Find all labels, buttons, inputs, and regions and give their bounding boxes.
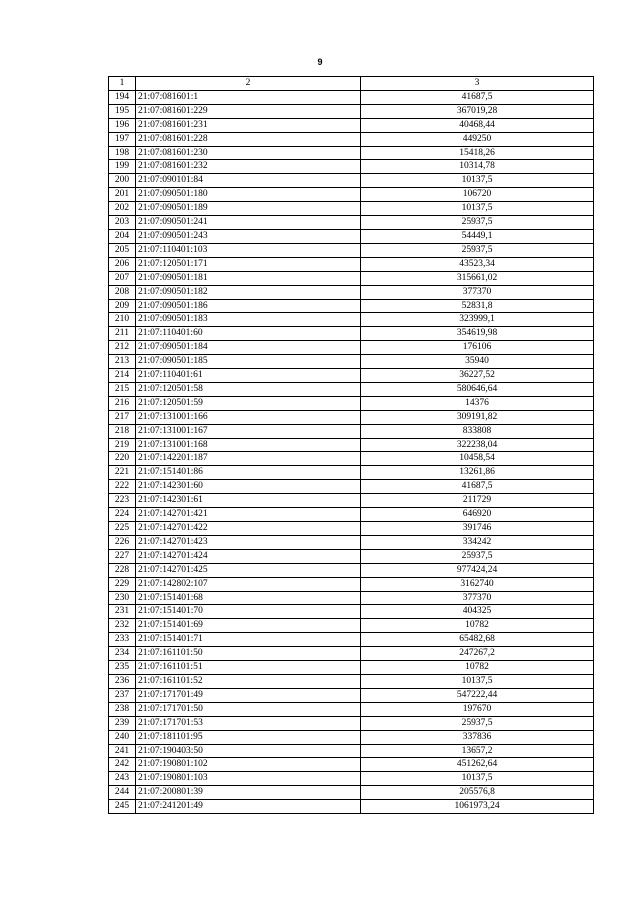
- row-number-cell: 198: [109, 146, 136, 160]
- table-row: [109, 313, 594, 327]
- cadastral-number-cell: 21:07:090501:180: [136, 188, 361, 202]
- table-row: [109, 146, 594, 160]
- cadastral-number-cell: 21:07:131001:168: [136, 438, 361, 452]
- row-number-cell: 224: [109, 508, 136, 522]
- cadastral-number-cell: 21:07:142701:422: [136, 522, 361, 536]
- row-number-cell: 244: [109, 786, 136, 800]
- value-cell: 10314,78: [361, 160, 594, 174]
- value-cell: 25937,5: [361, 216, 594, 230]
- value-cell: 404325: [361, 605, 594, 619]
- table-row: [109, 480, 594, 494]
- cadastral-number-cell: 21:07:081601:228: [136, 132, 361, 146]
- value-cell: 35940: [361, 355, 594, 369]
- value-cell: 176106: [361, 341, 594, 355]
- table-row: [109, 730, 594, 744]
- table-row: [109, 522, 594, 536]
- value-cell: 1061973,24: [361, 800, 594, 814]
- value-cell: 36227,52: [361, 369, 594, 383]
- row-number-cell: 239: [109, 716, 136, 730]
- cadastral-number-cell: 21:07:090501:186: [136, 299, 361, 313]
- value-cell: 41687,5: [361, 480, 594, 494]
- value-cell: 14376: [361, 396, 594, 410]
- table-header-row: [109, 77, 594, 91]
- cadastral-number-cell: 21:07:171701:53: [136, 716, 361, 730]
- value-cell: 315661,02: [361, 271, 594, 285]
- cadastral-number-cell: 21:07:142701:421: [136, 508, 361, 522]
- cadastral-number-cell: 21:07:090501:241: [136, 216, 361, 230]
- value-cell: 323999,1: [361, 313, 594, 327]
- cadastral-number-cell: 21:07:190403:50: [136, 744, 361, 758]
- cadastral-number-cell: 21:07:081601:1: [136, 90, 361, 104]
- value-cell: 52831,8: [361, 299, 594, 313]
- cadastral-number-cell: 21:07:081601:231: [136, 118, 361, 132]
- row-number-cell: 205: [109, 243, 136, 257]
- value-cell: 41687,5: [361, 90, 594, 104]
- table-row: [109, 494, 594, 508]
- table-row: [109, 355, 594, 369]
- table-row: [109, 535, 594, 549]
- value-cell: 65482,68: [361, 633, 594, 647]
- row-number-cell: 240: [109, 730, 136, 744]
- row-number-cell: 209: [109, 299, 136, 313]
- row-number-cell: 213: [109, 355, 136, 369]
- table-row: [109, 382, 594, 396]
- row-number-cell: 241: [109, 744, 136, 758]
- row-number-cell: 211: [109, 327, 136, 341]
- value-cell: 211729: [361, 494, 594, 508]
- cadastral-number-cell: 21:07:151401:71: [136, 633, 361, 647]
- value-cell: 10137,5: [361, 674, 594, 688]
- cadastral-number-cell: 21:07:241201:49: [136, 800, 361, 814]
- table-row: [109, 369, 594, 383]
- cadastral-number-cell: 21:07:142802:107: [136, 577, 361, 591]
- table-row: [109, 396, 594, 410]
- value-cell: 10782: [361, 661, 594, 675]
- value-cell: 10137,5: [361, 772, 594, 786]
- value-cell: 25937,5: [361, 716, 594, 730]
- cadastral-number-cell: 21:07:181101:95: [136, 730, 361, 744]
- row-number-cell: 202: [109, 202, 136, 216]
- row-number-cell: 242: [109, 758, 136, 772]
- row-number-cell: 200: [109, 174, 136, 188]
- value-cell: 367019,28: [361, 104, 594, 118]
- row-number-cell: 238: [109, 702, 136, 716]
- cadastral-number-cell: 21:07:120501:58: [136, 382, 361, 396]
- cadastral-number-cell: 21:07:131001:167: [136, 424, 361, 438]
- row-number-cell: 230: [109, 591, 136, 605]
- cadastral-number-cell: 21:07:090501:189: [136, 202, 361, 216]
- cadastral-number-cell: 21:07:081601:229: [136, 104, 361, 118]
- table-row: [109, 633, 594, 647]
- table-row: [109, 174, 594, 188]
- row-number-cell: 228: [109, 563, 136, 577]
- cadastral-number-cell: 21:07:142301:60: [136, 480, 361, 494]
- cadastral-number-cell: 21:07:151401:86: [136, 466, 361, 480]
- table-row: [109, 438, 594, 452]
- table-row: [109, 243, 594, 257]
- cadastral-number-cell: 21:07:161101:50: [136, 647, 361, 661]
- cadastral-number-cell: 21:07:161101:51: [136, 661, 361, 675]
- table-row: [109, 452, 594, 466]
- row-number-cell: 222: [109, 480, 136, 494]
- cadastral-number-cell: 21:07:090501:184: [136, 341, 361, 355]
- table-row: [109, 285, 594, 299]
- table-row: [109, 661, 594, 675]
- row-number-cell: 218: [109, 424, 136, 438]
- row-number-cell: 203: [109, 216, 136, 230]
- cadastral-number-cell: 21:07:171701:50: [136, 702, 361, 716]
- value-cell: 451262,64: [361, 758, 594, 772]
- cadastral-number-cell: 21:07:142701:423: [136, 535, 361, 549]
- row-number-cell: 229: [109, 577, 136, 591]
- table-row: [109, 257, 594, 271]
- row-number-cell: 243: [109, 772, 136, 786]
- table-row: [109, 216, 594, 230]
- table-row: [109, 758, 594, 772]
- row-number-cell: 226: [109, 535, 136, 549]
- value-cell: 25937,5: [361, 549, 594, 563]
- table-row: [109, 132, 594, 146]
- row-number-cell: 237: [109, 688, 136, 702]
- row-number-cell: 227: [109, 549, 136, 563]
- table-row: [109, 549, 594, 563]
- cadastral-number-cell: 21:07:110401:103: [136, 243, 361, 257]
- table-row: [109, 410, 594, 424]
- cadastral-number-cell: 21:07:190801:102: [136, 758, 361, 772]
- row-number-cell: 231: [109, 605, 136, 619]
- value-cell: 449250: [361, 132, 594, 146]
- table-row: [109, 271, 594, 285]
- value-cell: 547222,44: [361, 688, 594, 702]
- cadastral-number-cell: 21:07:090501:243: [136, 229, 361, 243]
- value-cell: 247267,2: [361, 647, 594, 661]
- value-cell: 580646,64: [361, 382, 594, 396]
- cadastral-number-cell: 21:07:090501:185: [136, 355, 361, 369]
- row-number-cell: 204: [109, 229, 136, 243]
- row-number-cell: 236: [109, 674, 136, 688]
- row-number-cell: 217: [109, 410, 136, 424]
- value-cell: 13261,86: [361, 466, 594, 480]
- row-number-cell: 221: [109, 466, 136, 480]
- cadastral-number-cell: 21:07:151401:69: [136, 619, 361, 633]
- table-row: [109, 466, 594, 480]
- table-row: [109, 118, 594, 132]
- table-row: [109, 716, 594, 730]
- row-number-cell: 196: [109, 118, 136, 132]
- table-row: [109, 591, 594, 605]
- cadastral-number-cell: 21:07:081601:232: [136, 160, 361, 174]
- table-row: [109, 744, 594, 758]
- table-row: [109, 605, 594, 619]
- table-row: [109, 619, 594, 633]
- value-cell: 391746: [361, 522, 594, 536]
- table-row: [109, 90, 594, 104]
- row-number-cell: 197: [109, 132, 136, 146]
- row-number-cell: 235: [109, 661, 136, 675]
- cadastral-number-cell: 21:07:161101:52: [136, 674, 361, 688]
- cadastral-number-cell: 21:07:110401:60: [136, 327, 361, 341]
- row-number-cell: 232: [109, 619, 136, 633]
- table-row: [109, 160, 594, 174]
- cadastral-number-cell: 21:07:081601:230: [136, 146, 361, 160]
- value-cell: 25937,5: [361, 243, 594, 257]
- cadastral-number-cell: 21:07:131001:166: [136, 410, 361, 424]
- row-number-cell: 195: [109, 104, 136, 118]
- value-cell: 646920: [361, 508, 594, 522]
- cadastral-number-cell: 21:07:090501:182: [136, 285, 361, 299]
- row-number-cell: 201: [109, 188, 136, 202]
- value-cell: 309191,82: [361, 410, 594, 424]
- row-number-cell: 216: [109, 396, 136, 410]
- value-cell: 354619,98: [361, 327, 594, 341]
- value-cell: 43523,34: [361, 257, 594, 271]
- row-number-cell: 212: [109, 341, 136, 355]
- table-row: [109, 424, 594, 438]
- cadastral-number-cell: 21:07:190801:103: [136, 772, 361, 786]
- row-number-cell: 225: [109, 522, 136, 536]
- table-row: [109, 702, 594, 716]
- table-row: [109, 188, 594, 202]
- row-number-cell: 215: [109, 382, 136, 396]
- value-cell: 197670: [361, 702, 594, 716]
- value-cell: 322238,04: [361, 438, 594, 452]
- table-row: [109, 647, 594, 661]
- column-header-cadastral: 2: [136, 77, 361, 91]
- table-row: [109, 800, 594, 814]
- table-row: [109, 508, 594, 522]
- table-body: [109, 90, 594, 813]
- row-number-cell: 233: [109, 633, 136, 647]
- row-number-cell: 210: [109, 313, 136, 327]
- value-cell: 337836: [361, 730, 594, 744]
- value-cell: 10137,5: [361, 202, 594, 216]
- value-cell: 377370: [361, 591, 594, 605]
- cadastral-number-cell: 21:07:171701:49: [136, 688, 361, 702]
- page-number: 9: [317, 57, 323, 67]
- row-number-cell: 208: [109, 285, 136, 299]
- value-cell: 106720: [361, 188, 594, 202]
- table-row: [109, 674, 594, 688]
- cadastral-number-cell: 21:07:151401:68: [136, 591, 361, 605]
- table-row: [109, 327, 594, 341]
- cadastral-number-cell: 21:07:090501:183: [136, 313, 361, 327]
- value-cell: 10458,54: [361, 452, 594, 466]
- value-cell: 3162740: [361, 577, 594, 591]
- table-row: [109, 563, 594, 577]
- table-row: [109, 299, 594, 313]
- table-row: [109, 104, 594, 118]
- table-row: [109, 202, 594, 216]
- cadastral-number-cell: 21:07:110401:61: [136, 369, 361, 383]
- table-row: [109, 772, 594, 786]
- cadastral-number-cell: 21:07:142301:61: [136, 494, 361, 508]
- row-number-cell: 219: [109, 438, 136, 452]
- value-cell: 977424,24: [361, 563, 594, 577]
- table-row: [109, 229, 594, 243]
- row-number-cell: 223: [109, 494, 136, 508]
- cadastral-number-cell: 21:07:142201:187: [136, 452, 361, 466]
- row-number-cell: 207: [109, 271, 136, 285]
- cadastral-number-cell: 21:07:120501:59: [136, 396, 361, 410]
- table-row: [109, 577, 594, 591]
- row-number-cell: 206: [109, 257, 136, 271]
- cadastral-number-cell: 21:07:142701:424: [136, 549, 361, 563]
- cadastral-number-cell: 21:07:151401:70: [136, 605, 361, 619]
- value-cell: 40468,44: [361, 118, 594, 132]
- table-row: [109, 786, 594, 800]
- value-cell: 377370: [361, 285, 594, 299]
- row-number-cell: 245: [109, 800, 136, 814]
- value-cell: 833808: [361, 424, 594, 438]
- data-table: [108, 76, 594, 814]
- cadastral-number-cell: 21:07:090101:84: [136, 174, 361, 188]
- value-cell: 205576,8: [361, 786, 594, 800]
- cadastral-number-cell: 21:07:200801:39: [136, 786, 361, 800]
- row-number-cell: 199: [109, 160, 136, 174]
- value-cell: 10137,5: [361, 174, 594, 188]
- cadastral-number-cell: 21:07:120501:171: [136, 257, 361, 271]
- table-row: [109, 341, 594, 355]
- row-number-cell: 194: [109, 90, 136, 104]
- value-cell: 54449,1: [361, 229, 594, 243]
- cadastral-number-cell: 21:07:142701:425: [136, 563, 361, 577]
- cadastral-number-cell: 21:07:090501:181: [136, 271, 361, 285]
- row-number-cell: 214: [109, 369, 136, 383]
- column-header-number: 1: [109, 77, 136, 91]
- table-row: [109, 688, 594, 702]
- value-cell: 10782: [361, 619, 594, 633]
- row-number-cell: 234: [109, 647, 136, 661]
- value-cell: 13657,2: [361, 744, 594, 758]
- value-cell: 334242: [361, 535, 594, 549]
- column-header-value: 3: [361, 77, 594, 91]
- row-number-cell: 220: [109, 452, 136, 466]
- value-cell: 15418,26: [361, 146, 594, 160]
